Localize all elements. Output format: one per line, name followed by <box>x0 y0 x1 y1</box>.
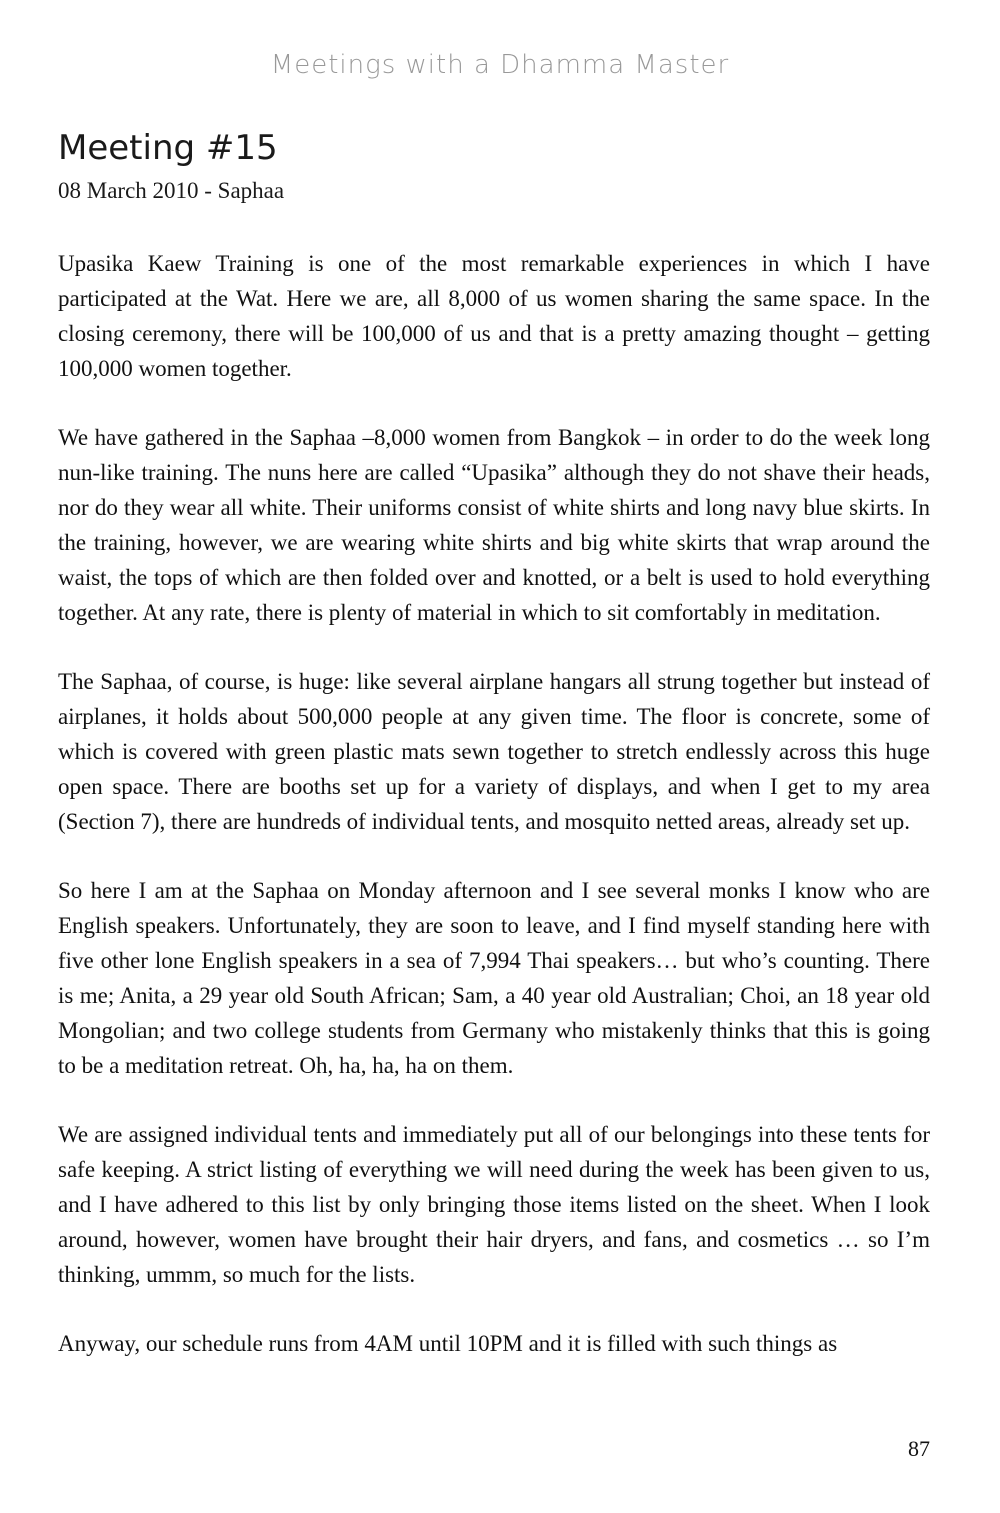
paragraph-1: Upasika Kaew Training is one of the most remarkable experiences in which I have participated at the Wat. Here we are, all 8,000 of us women sharing the same space. In the closing ceremony, there will be 100,000 of us and that is a pretty amazing thought – getting 100,000 women together. <box>58 251 930 381</box>
paragraph-5: We are assigned individual tents and immediately put all of our belongings into these tents for safe keeping. A strict listing of everything we will need during the week has been given to us, and I have adhered to this list by only bringing those items listed on the sheet. When I look around, however, women have brought their hair dryers, and fans, and cosmetics … so I’m thinking, ummm, so much for the lists. <box>58 1122 930 1287</box>
meeting-title: Meeting #15 <box>58 128 278 168</box>
paragraph-3: The Saphaa, of course, is huge: like several airplane hangars all strung together but instead of airplanes, it holds about 500,000 people at any given time. The floor is concrete, some of which is covered with green plastic mats sewn together to stretch endlessly across this huge open space. There are booths set up for a variety of displays, and when I get to my area (Section 7), there are hundreds of individual tents, and mosquito netted areas, already set up. <box>58 669 930 834</box>
paragraph-2: We have gathered in the Saphaa –8,000 women from Bangkok – in order to do the week long nun-like training. The nuns here are called “Upasika” although they do not shave their heads, nor do they wear all white. Their uniforms consist of white shirts and long navy blue skirts. In the training, however, we are wearing white shirts and big white skirts that wrap around the waist, the tops of which are then folded over and knotted, or a belt is used to hold everything together. At any rate, there is plenty of material in which to sit comfortably in meditation. <box>58 425 930 625</box>
body-text <box>58 246 930 1395</box>
paragraph-6: Anyway, our schedule runs from 4AM until 10PM and it is filled with such things as <box>58 1331 838 1356</box>
page-number: 87 <box>908 1436 930 1461</box>
paragraph-4: So here I am at the Saphaa on Monday afternoon and I see several monks I know who are English speakers. Unfortunately, they are soon to leave, and I find myself standing here with five other lone English speakers in a sea of 7,994 Thai speakers… but who’s counting. There is me; Anita, a 29 year old South African; Sam, a 40 year old Australian; Choi, an 18 year old Mongolian; and two college students from Germany who mistakenly thinks that this is going to be a meditation retreat. Oh, ha, ha, ha on them. <box>58 878 930 1078</box>
meeting-date: 08 March 2010 - Saphaa <box>58 178 285 203</box>
running-header: Meetings with a Dhamma Master <box>270 50 730 80</box>
